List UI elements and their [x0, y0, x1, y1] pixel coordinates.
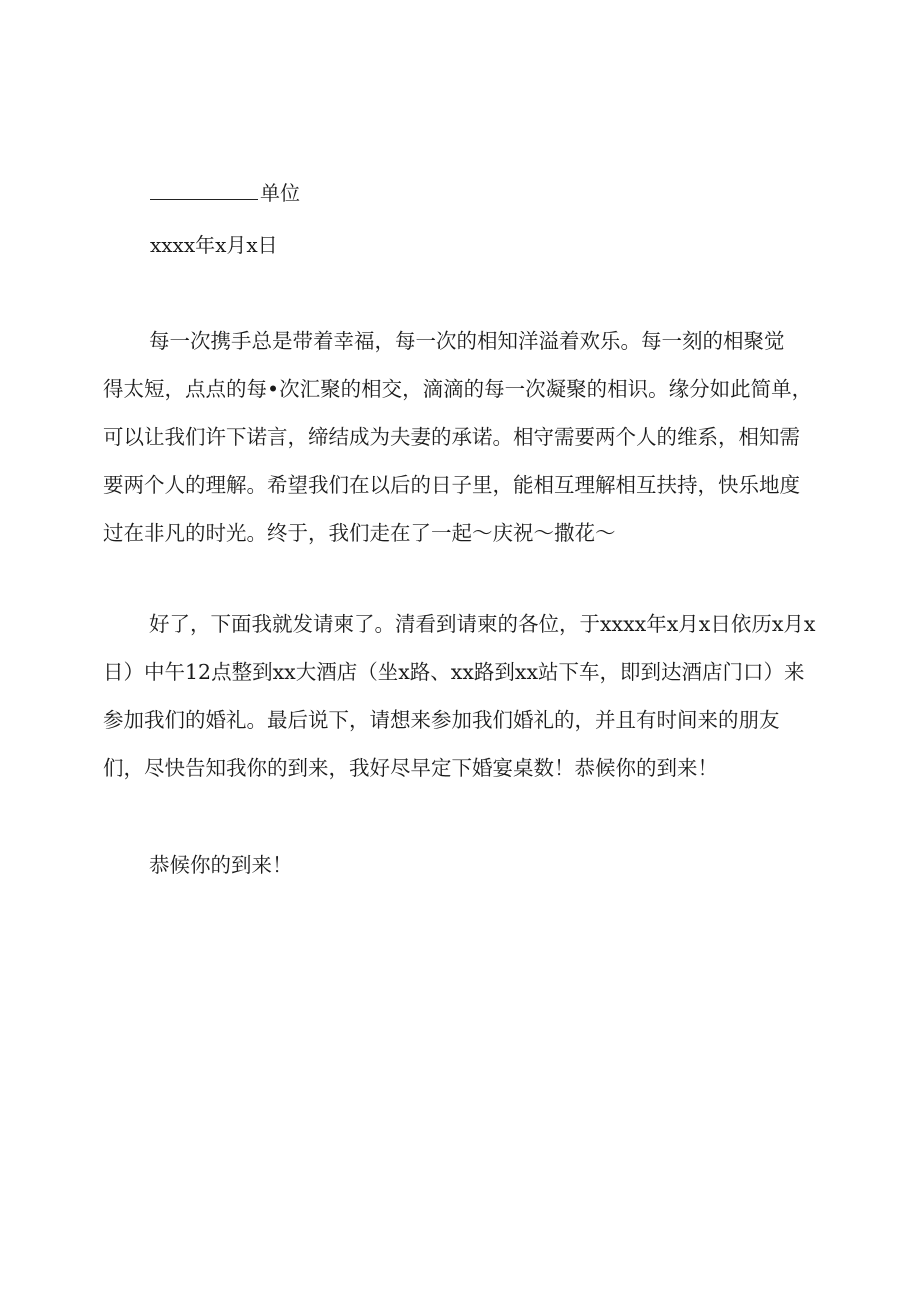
- paragraph-line: 可以让我们许下诺言，缔结成为夫妻的承诺。相守需要两个人的维系，相知需: [103, 425, 800, 449]
- unit-line: [150, 178, 300, 208]
- unit-blank-underline: [150, 179, 258, 200]
- paragraph-line: 好了，下面我就发请柬了。清看到请柬的各位，于xxxx年x月x日依历x月x: [149, 612, 816, 636]
- closing-line: 恭候你的到来！: [149, 853, 293, 877]
- date-line: xxxx年x月x日: [150, 233, 278, 257]
- unit-label: 单位: [260, 181, 300, 205]
- paragraph-invitation: [103, 600, 823, 792]
- paragraph-greeting: [103, 317, 823, 557]
- paragraph-line: 们，尽快告知我你的到来，我好尽早定下婚宴桌数！恭候你的到来！: [103, 756, 718, 780]
- paragraph-line: 日）中午12点整到xx大酒店（坐x路、xx路到xx站下车，即到达酒店门口）来: [103, 660, 805, 684]
- paragraph-line: 要两个人的理解。希望我们在以后的日子里，能相互理解相互扶持，快乐地度: [103, 473, 800, 497]
- paragraph-line: 每一次携手总是带着幸福，每一次的相知洋溢着欢乐。每一刻的相聚觉: [149, 329, 785, 353]
- paragraph-line: 过在非凡的时光。终于，我们走在了一起～庆祝～撒花～: [103, 521, 616, 545]
- paragraph-line: 得太短，点点的每•次汇聚的相交，滴滴的每一次凝聚的相识。缘分如此简单，: [103, 377, 813, 401]
- paragraph-line: 参加我们的婚礼。最后说下，请想来参加我们婚礼的，并且有时间来的朋友: [103, 708, 780, 732]
